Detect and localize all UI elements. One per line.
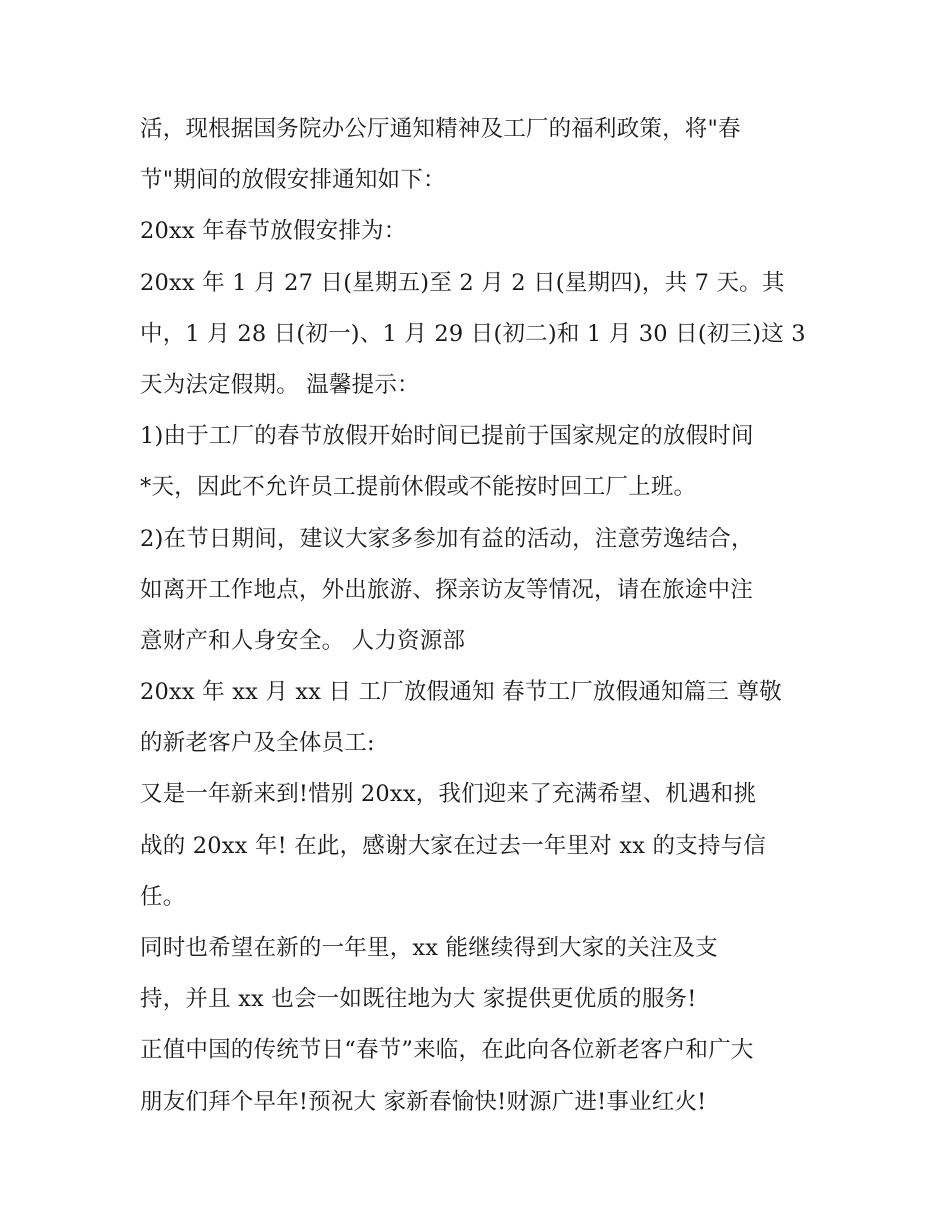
document-body [140, 104, 830, 1128]
text-line: 20xx 年 xx 月 xx 日 工厂放假通知 春节工厂放假通知篇三 尊敬 [140, 679, 782, 706]
text-line: 2)在节日期间，建议大家多参加有益的活动，注意劳逸结合， [140, 525, 754, 552]
text-line: *天，因此不允许员工提前休假或不能按时回工厂上班。 [140, 474, 697, 501]
text-line: 任。 [140, 883, 186, 910]
text-line: 朋友们拜个早年!预祝大 家新春愉快!财源广进!事业红火! [140, 1088, 707, 1115]
text-line: 战的 20xx 年! 在此，感谢大家在过去一年里对 xx 的支持与信 [140, 832, 766, 859]
text-line: 活，现根据国务院办公厅通知精神及工厂的福利政策，将"春 [140, 116, 741, 142]
text-line: 20xx 年 1 月 27 日(星期五)至 2 月 2 日(星期四)，共 7 天。其 [140, 269, 785, 296]
text-line: 正值中国的传统节日“春节”来临，在此向各位新老客户和广大 [140, 1037, 754, 1064]
text-line: 意财产和人身安全。 人力资源部 [140, 627, 466, 654]
text-line: 20xx 年春节放假安排为： [140, 218, 407, 245]
text-line: 的新老客户及全体员工: [140, 730, 375, 757]
text-line: 中，1 月 28 日(初一)、1 月 29 日(初二)和 1 月 30 日(初三)这 3 [140, 320, 806, 347]
text-line: 1)由于工厂的春节放假开始时间已提前于国家规定的放假时间 [140, 423, 754, 450]
text-line: 持，并且 xx 也会一如既往地为大 家提供更优质的服务! [140, 986, 697, 1013]
text-line: 天为法定假期。 温馨提示： [140, 371, 420, 398]
text-line: 节"期间的放假安排通知如下： [140, 167, 446, 194]
text-line: 如离开工作地点，外出旅游、探亲访友等情况，请在旅途中注 [140, 576, 753, 603]
text-line: 同时也希望在新的一年里，xx 能继续得到大家的关注及支 [140, 935, 718, 961]
text-line: 又是一年新来到!惜别 20xx，我们迎来了充满希望、机遇和挑 [140, 781, 757, 808]
